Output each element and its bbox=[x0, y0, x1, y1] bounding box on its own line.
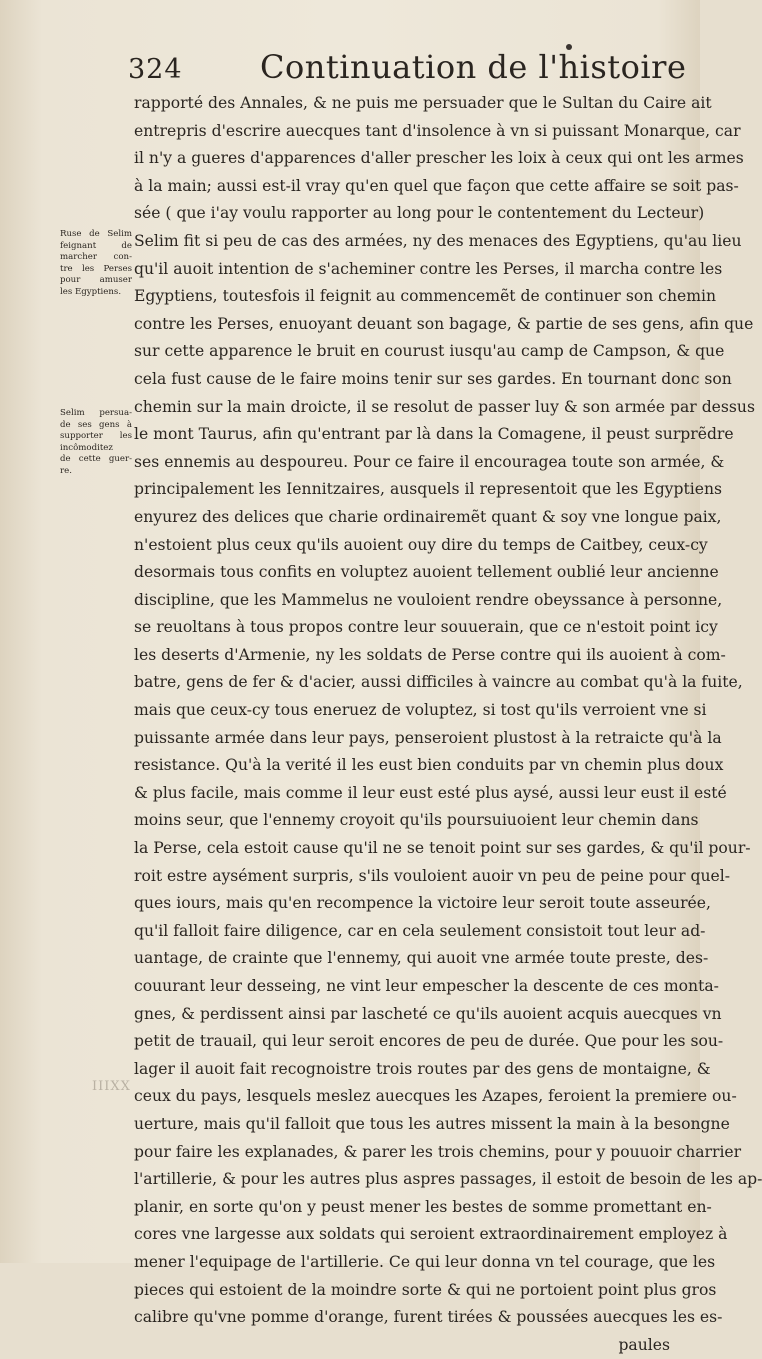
margin-note-line: Selim persua- bbox=[60, 408, 132, 418]
running-head: Continuation de l'histoire bbox=[260, 48, 687, 86]
margin-note-line: pour amuser bbox=[60, 275, 132, 286]
margin-note-line: supporter les bbox=[60, 431, 132, 442]
text-line: n'estoient plus ceux qu'ils auoient ouy dire du temps de Caitbey, ceux-cy bbox=[134, 535, 708, 554]
text-line: uerture, mais qu'il falloit que tous les autres missent la main à la besongne bbox=[134, 1114, 730, 1133]
text-line: à la main; aussi est-il vray qu'en quel que façon que cette affaire se soit pas- bbox=[134, 176, 739, 195]
body-text bbox=[134, 90, 762, 1359]
text-line: discipline, que les Mammelus ne vouloient rendre obeyssance à personne, bbox=[134, 590, 723, 609]
text-line: mener l'equipage de l'artillerie. Ce qui leur donna vn tel courage, que les bbox=[134, 1252, 716, 1271]
text-line: resistance. Qu'à la verité il les eust bien conduits par vn chemin plus doux bbox=[134, 756, 724, 775]
margin-note-selim-persuade bbox=[60, 408, 132, 478]
catchword: paules bbox=[618, 1335, 670, 1354]
margin-note-line: re. bbox=[60, 465, 72, 476]
text-line: chemin sur la main droicte, il se resolut de passer luy & son armée par dessus bbox=[134, 397, 755, 416]
text-line: puissante armée dans leur pays, penseroient plustost à la retraicte qu'à la bbox=[134, 728, 722, 747]
text-line: & plus facile, mais comme il leur eust esté plus aysé, aussi leur eust il esté bbox=[134, 783, 727, 802]
text-line: lager il auoit fait recognoistre trois routes par des gens de montaigne, & bbox=[134, 1059, 711, 1078]
margin-note-line: feignant de bbox=[60, 240, 132, 251]
text-line: ses ennemis au despoureu. Pour ce faire il encouragea toute son armée, & bbox=[134, 452, 725, 471]
margin-note-line: Ruse de Selim bbox=[60, 229, 132, 239]
text-line: enyurez des delices que charie ordinairemẽt quant & soy vne longue paix, bbox=[134, 507, 722, 526]
text-line: qu'il falloit faire diligence, car en cela seulement consistoit tout leur ad- bbox=[134, 921, 706, 940]
text-line: qu'il auoit intention de s'acheminer contre les Perses, il marcha contre les bbox=[134, 259, 723, 278]
page-number: 324 bbox=[128, 54, 183, 85]
text-line: sée ( que i'ay voulu rapporter au long pour le contentement du Lecteur) bbox=[134, 204, 705, 223]
page-header bbox=[128, 44, 687, 90]
text-line: uantage, de crainte que l'ennemy, qui auoit vne armée toute preste, des- bbox=[134, 949, 709, 968]
margin-note-line: marcher con- bbox=[60, 252, 132, 263]
text-line: petit de trauail, qui leur seroit encores de peu de durée. Que pour les sou- bbox=[134, 1032, 724, 1051]
text-line: moins seur, que l'ennemy croyoit qu'ils poursuiuoient leur chemin dans bbox=[134, 811, 699, 830]
text-line: les deserts d'Armenie, ny les soldats de Perse contre qui ils auoient à com- bbox=[134, 645, 726, 664]
text-line: planir, en sorte qu'on y peust mener les bestes de somme promettant en- bbox=[134, 1197, 712, 1216]
text-line: pieces qui estoient de la moindre sorte & qui ne portoient point plus gros bbox=[134, 1280, 717, 1299]
text-line: ques iours, mais qu'en recompence la victoire leur seroit toute asseurée, bbox=[134, 894, 711, 913]
margin-note-line: incômoditez bbox=[60, 442, 113, 453]
text-line: mais que ceux-cy tous eneruez de voluptez, si tost qu'ils verroient vne si bbox=[134, 701, 707, 720]
text-line: gnes, & perdissent ainsi par lascheté ce qu'ils auoient acquis auecques vn bbox=[134, 1004, 722, 1023]
text-line: se reuoltans à tous propos contre leur souuerain, que ce n'estoit point icy bbox=[134, 618, 718, 637]
text-line: rapporté des Annales, & ne puis me persuader que le Sultan du Caire ait bbox=[134, 94, 712, 112]
text-line: Egyptiens, toutesfois il feignit au commencemẽt de continuer son chemin bbox=[134, 287, 717, 306]
text-line: Selim fit si peu de cas des armées, ny des menaces des Egyptiens, qu'au lieu bbox=[134, 231, 742, 250]
text-line: l'artillerie, & pour les autres plus aspres passages, il estoit de besoin de les ap- bbox=[134, 1170, 762, 1189]
text-line: desormais tous confits en voluptez auoient tellement oublié leur ancienne bbox=[134, 563, 719, 582]
margin-note-ruse-de-selim bbox=[60, 229, 132, 299]
text-line: couurant leur desseing, ne vint leur empescher la descente de ces monta- bbox=[134, 977, 719, 995]
text-line: principalement les Iennitzaires, ausquels il representoit que les Egyptiens bbox=[134, 480, 722, 499]
margin-note-line: de ses gens à bbox=[60, 419, 132, 430]
text-line: batre, gens de fer & d'acier, aussi difficiles à vaincre au combat qu'à la fuite, bbox=[134, 673, 743, 692]
text-line: roit estre aysément surpris, s'ils vouloient auoir vn peu de peine pour quel- bbox=[134, 866, 731, 885]
text-line: il n'y a gueres d'apparences d'aller prescher les loix à ceux qui ont les armes bbox=[134, 149, 744, 168]
faded-stamp: IIIXX bbox=[92, 1079, 131, 1094]
margin-note-line: tre les Perses bbox=[60, 263, 132, 274]
text-line: le mont Taurus, afin qu'entrant par là dans la Comagene, il peust surprẽdre bbox=[134, 425, 734, 444]
text-line: cela fust cause de le faire moins tenir sur ses gardes. En tournant donc son bbox=[134, 369, 732, 388]
text-line: ceux du pays, lesquels meslez auecques les Azapes, feroient la premiere ou- bbox=[134, 1087, 737, 1106]
text-line: pour faire les explanades, & parer les trois chemins, pour y pouuoir charrier bbox=[134, 1142, 742, 1161]
text-line: la Perse, cela estoit cause qu'il ne se tenoit point sur ses gardes, & qu'il pour- bbox=[134, 839, 751, 858]
text-line: contre les Perses, enuoyant deuant son bagage, & partie de ses gens, afin que bbox=[134, 314, 754, 333]
text-line: calibre qu'vne pomme d'orange, furent tirées & poussées auecques les es- bbox=[134, 1308, 723, 1327]
text-line: sur cette apparence le bruit en courust iusqu'au camp de Campson, & que bbox=[134, 342, 725, 361]
margin-note-line: les Egyptiens. bbox=[60, 286, 122, 297]
text-line: cores vne largesse aux soldats qui seroient extraordinairement employez à bbox=[134, 1225, 728, 1244]
text-line: entrepris d'escrire auecques tant d'insolence à vn si puissant Monarque, car bbox=[134, 121, 741, 140]
margin-note-line: de cette guer- bbox=[60, 454, 132, 465]
